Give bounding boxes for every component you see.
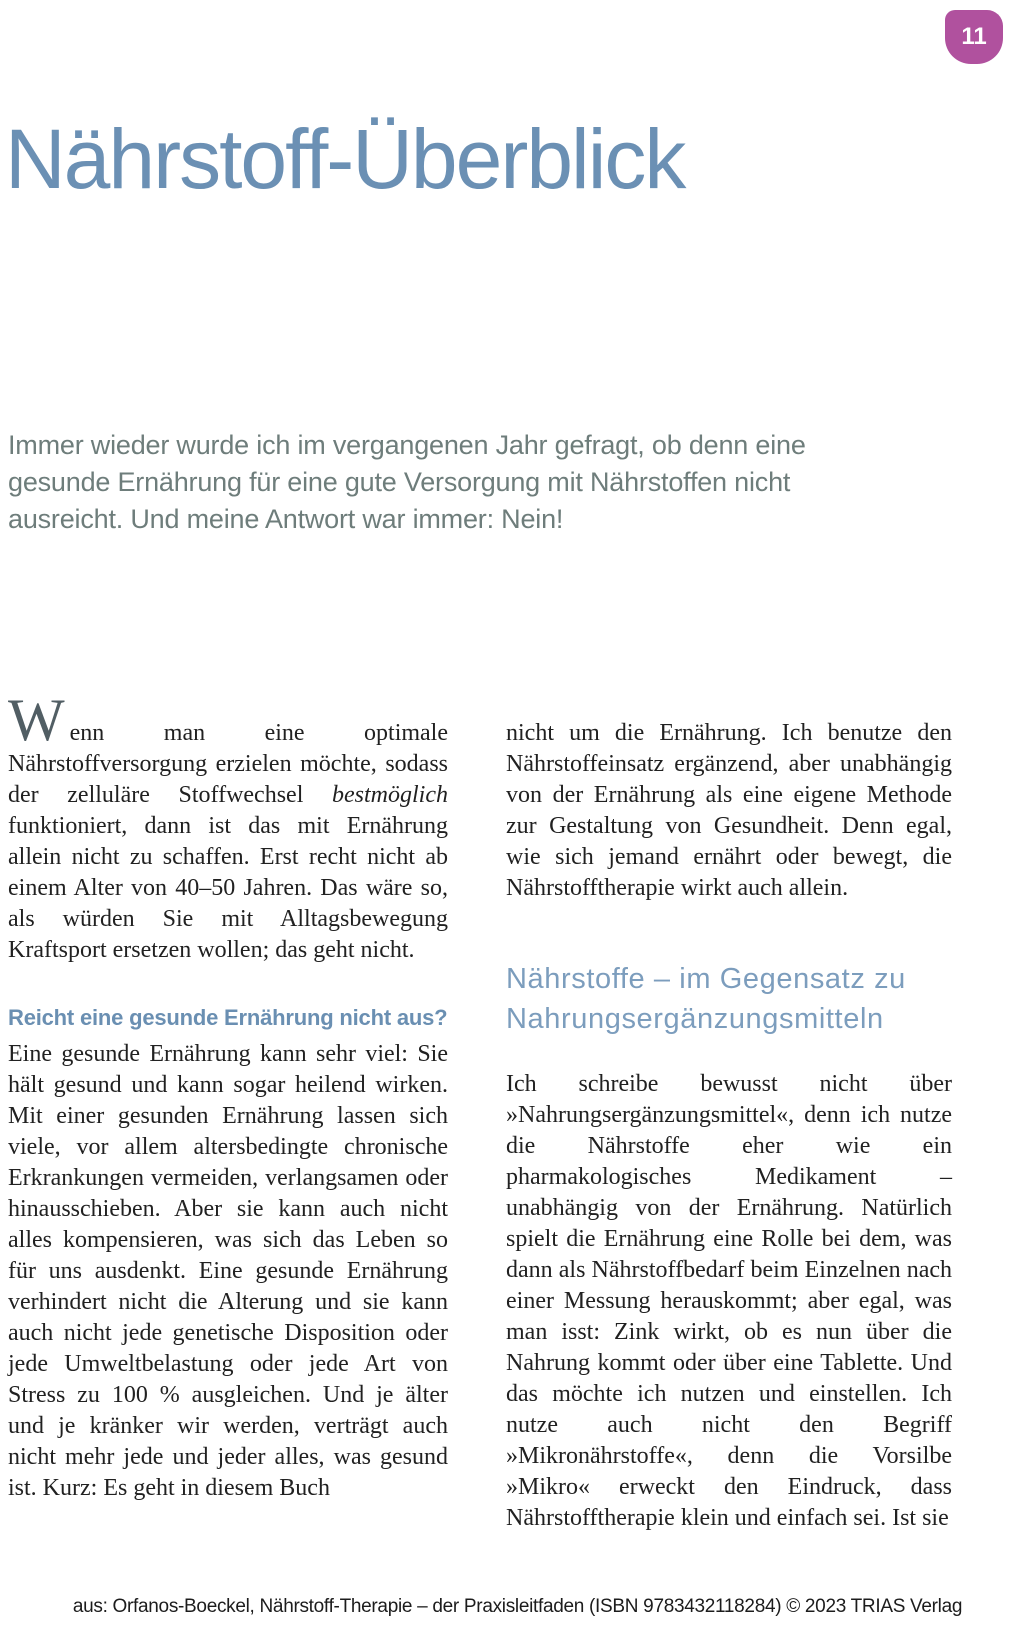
paragraph-text: enn man eine optimale Nährstoffversorgung erzielen möchte, sodass der zelluläre Stoffwechsel (8, 720, 448, 808)
page-number: 11 (961, 23, 987, 50)
paragraph: Ich schreibe bewusst nicht über »Nahrungsergänzungsmittel«, denn ich nutze die Nährstoffe eher wie ein pharmakologisches Medikament – unabhängig von der Ernährung. Natürlich spielt die Ernährung eine Rolle bei dem, was dann als Nährstoffbedarf beim Einzelnen nach einer Messung herauskommt; aber egal, was man isst: Zink wirkt, ob es nun über die Nahrung kommt oder über eine Tablette. Und das möchte ich nutzen und einstellen. Ich nutze auch nicht den Begriff »Mikronährstoffe«, denn die Vorsilbe »Mikro« erweckt den Eindruck, dass Nährstofftherapie klein und einfach sei. Ist sie (506, 1071, 952, 1531)
subheading: Reicht eine gesunde Ernährung nicht aus? (8, 1005, 448, 1030)
two-column-body (8, 687, 1002, 1534)
right-column (506, 694, 952, 1534)
paragraph (8, 687, 448, 966)
section-heading (506, 959, 952, 1039)
copyright-footer: aus: Orfanos-Boeckel, Nährstoff-Therapie – der Praxisleitfaden (ISBN 9783432118284) © 2023 TRIAS Verlag (72, 1596, 963, 1617)
left-column (8, 687, 448, 1534)
italic-text: bestmöglich (332, 782, 448, 808)
raised-initial-cap: W (8, 687, 65, 753)
page-title: Nährstoff-Überblick (5, 112, 685, 206)
intro-paragraph: Immer wieder wurde ich im vergangenen Jahr gefragt, ob denn eine gesunde Ernährung für eine gute Versorgung mit Nährstoffen nicht ausreicht. Und meine Antwort war immer: Nein! (8, 430, 806, 534)
section-heading-line: Nahrungsergänzungsmitteln (506, 1003, 884, 1035)
section-heading-line: Nährstoffe – im Gegensatz zu (506, 963, 906, 995)
paragraph: nicht um die Ernährung. Ich benutze den Nährstoffeinsatz ergänzend, aber unabhängig von der Ernährung als eine eigene Methode zur Gestaltung von Gesundheit. Denn egal, wie sich jemand ernährt oder bewegt, die Nährstofftherapie wirkt auch allein. (506, 720, 952, 901)
paragraph: Eine gesunde Ernährung kann sehr viel: Sie hält gesund und kann sogar heilend wirken. Mit einer gesunden Ernährung lassen sich viele, vor allem altersbedingte chronische Erkrankungen vermeiden, verlangsamen oder hinausschieben. Aber sie kann auch nicht alles kompensieren, was sich das Leben so für uns ausdenkt. Eine gesunde Ernährung verhindert nicht die Alterung und sie kann auch nicht jede genetische Disposition oder jede Umweltbelastung oder jede Art von Stress zu 100 % ausgleichen. Und je älter und je kränker wir werden, verträgt auch nicht mehr jede und jeder alles, was gesund ist. Kurz: Es geht in diesem Buch (8, 1041, 448, 1501)
page-number-badge (945, 10, 1003, 64)
paragraph-text: funktioniert, dann ist das mit Ernährung allein nicht zu schaffen. Erst recht nicht ab einem Alter von 40–50 Jahren. Das wäre so, als würden Sie mit Alltagsbewegung Kraftsport ersetzen wollen; das geht nicht. (8, 813, 448, 963)
